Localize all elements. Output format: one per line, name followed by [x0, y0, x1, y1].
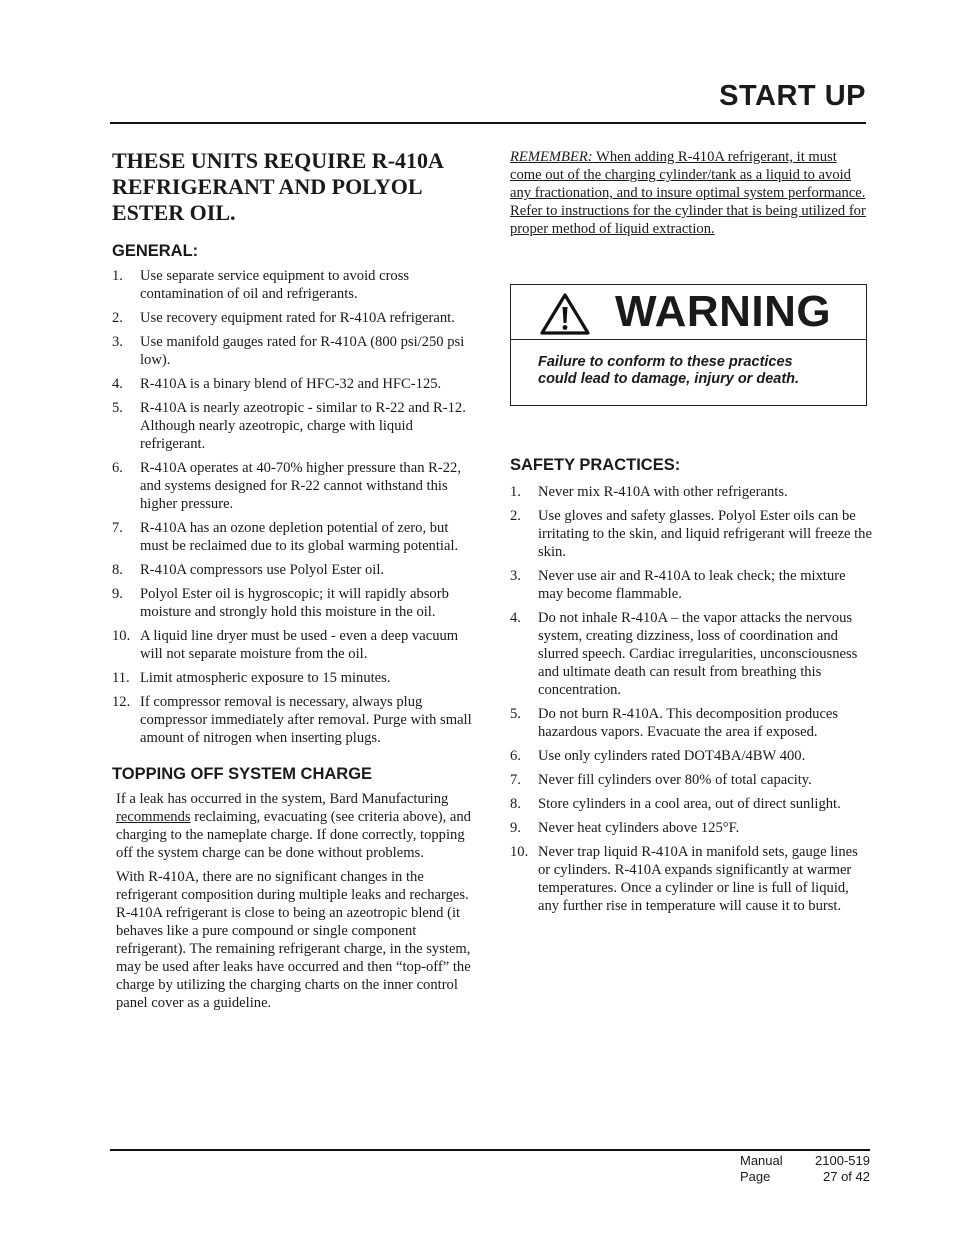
safety-heading: SAFETY PRACTICES:	[510, 456, 681, 474]
list-item-text: R-410A compressors use Polyol Ester oil.	[140, 562, 385, 578]
warning-line-1: Failure to conform to these practices	[538, 354, 793, 370]
remember-note	[510, 148, 872, 238]
list-item-number: 6.	[510, 748, 521, 764]
bottom-divider	[110, 1149, 870, 1151]
list-item-text: Use gloves and safety glasses. Polyol Ester oils can be irritating to the skin, and liquid refrigerant will freeze the skin.	[538, 508, 872, 560]
list-item	[510, 843, 872, 915]
list-item-text: R-410A is a binary blend of HFC-32 and HFC-125.	[140, 376, 442, 392]
list-item	[112, 627, 480, 663]
list-item-number: 11.	[112, 670, 130, 686]
warning-box	[510, 284, 867, 406]
list-item-text: Use only cylinders rated DOT4BA/4BW 400.	[538, 748, 806, 764]
list-item	[510, 795, 872, 813]
list-item-number: 2.	[510, 508, 521, 524]
list-item-number: 5.	[510, 706, 521, 722]
list-item-number: 2.	[112, 310, 123, 326]
general-list	[112, 267, 480, 747]
list-item-number: 5.	[112, 400, 123, 416]
list-item	[510, 747, 872, 765]
list-item	[112, 333, 480, 369]
general-heading: GENERAL:	[112, 242, 199, 260]
list-item-text: Do not inhale R-410A – the vapor attacks the nervous system, creating dizziness, loss of coordination and slurred speech. Cardiac irregularities, unconsciousness and ultimate death can result from breathing this concentration.	[538, 610, 858, 698]
topping-paragraph-2: With R-410A, there are no significant changes in the refrigerant composition during multiple leaks and recharges. R-410A refrigerant is close to being an azeotropic blend (it behaves like a pure compound or single component refrigerant). The remaining refrigerant charge, in the system, may be used after leaks have occurred and then “top-off” the charge by utilizing the charging charts on the inner control panel cover as a guideline.	[116, 869, 471, 1011]
list-item-number: 1.	[112, 268, 123, 284]
footer-manual-row	[740, 1153, 870, 1169]
list-item-text: Do not burn R-410A. This decomposition produces hazardous vapors. Evacuate the area if exposed.	[538, 706, 839, 740]
list-item-text: R-410A is nearly azeotropic - similar to R-22 and R-12. Although nearly azeotropic, charge with liquid refrigerant.	[140, 400, 466, 452]
list-item	[112, 693, 480, 747]
footer-manual-label: Manual	[740, 1153, 783, 1168]
list-item-text: Use recovery equipment rated for R-410A refrigerant.	[140, 310, 455, 326]
list-item-number: 3.	[112, 334, 123, 350]
footer-page-label: Page	[740, 1169, 771, 1184]
footer-manual-value: 2100-519	[815, 1153, 870, 1168]
list-item-number: 10.	[112, 628, 131, 644]
remember-lead: REMEMBER:	[510, 149, 593, 165]
recommends-underlined: recommends	[116, 809, 191, 825]
footer-page-row	[740, 1169, 870, 1185]
warning-title: WARNING	[615, 287, 832, 336]
topping-p1-after: reclaiming, evacuating (see criteria above), and charging to the nameplate charge. If done correctly, topping off the system charge can be done without problems.	[116, 809, 471, 861]
list-item-number: 1.	[510, 484, 521, 500]
list-item-text: R-410A has an ozone depletion potential of zero, but must be reclaimed due to its global warming potential.	[140, 520, 459, 554]
right-column	[510, 148, 872, 238]
list-item-text: Never use air and R-410A to leak check; the mixture may become flammable.	[538, 568, 846, 602]
list-item-text: Limit atmospheric exposure to 15 minutes.	[140, 670, 391, 686]
list-item	[112, 561, 480, 579]
safety-section	[510, 456, 872, 921]
left-column	[112, 148, 480, 1018]
list-item	[510, 483, 872, 501]
list-item	[112, 399, 480, 453]
safety-list	[510, 483, 872, 915]
list-item	[112, 585, 480, 621]
list-item-text: Store cylinders in a cool area, out of direct sunlight.	[538, 796, 841, 812]
topping-heading: TOPPING OFF SYSTEM CHARGE	[112, 765, 373, 783]
list-item	[112, 669, 480, 687]
list-item-number: 12.	[112, 694, 131, 710]
list-item-number: 8.	[112, 562, 123, 578]
list-item-text: Use separate service equipment to avoid cross contamination of oil and refrigerants.	[140, 268, 410, 302]
list-item-text: Polyol Ester oil is hygroscopic; it will rapidly absorb moisture and strongly hold this moisture in the oil.	[140, 586, 449, 620]
warning-message	[538, 354, 799, 388]
list-item-text: Never trap liquid R-410A in manifold sets, gauge lines or cylinders. R-410A expands significantly at warmer temperatures. Once a cylinder or line is full of liquid, any further rise in temperature will cause it to burst.	[538, 844, 858, 914]
warning-triangle-icon	[539, 292, 591, 336]
list-item-number: 10.	[510, 844, 529, 860]
list-item-number: 4.	[112, 376, 123, 392]
list-item-number: 7.	[510, 772, 521, 788]
list-item	[112, 519, 480, 555]
list-item	[510, 771, 872, 789]
list-item-text: R-410A operates at 40-70% higher pressure than R-22, and systems designed for R-22 cannot withstand this higher pressure.	[140, 460, 461, 512]
topping-p1-before: If a leak has occurred in the system, Bard Manufacturing	[116, 791, 449, 807]
list-item	[112, 375, 480, 393]
list-item	[510, 705, 872, 741]
list-item-text: If compressor removal is necessary, always plug compressor immediately after removal. Purge with small amount of nitrogen when inserting plugs.	[140, 694, 472, 746]
top-divider	[110, 122, 866, 124]
list-item-text: A liquid line dryer must be used - even a deep vacuum will not separate moisture from the oil.	[140, 628, 459, 662]
remember-text: When adding R-410A refrigerant, it must come out of the charging cylinder/tank as a liquid to avoid any fractionation, and to insure optimal system performance. Refer to instructions for the cylinder that is being utilized for proper method of liquid extraction.	[510, 149, 866, 237]
list-item	[510, 819, 872, 837]
warning-header	[511, 285, 866, 340]
list-item-text: Never fill cylinders over 80% of total capacity.	[538, 772, 812, 788]
main-heading: THESE UNITS REQUIRE R-410A REFRIGERANT AND POLYOL ESTER OIL.	[112, 148, 443, 225]
topping-paragraph-1	[116, 790, 480, 862]
list-item-number: 9.	[510, 820, 521, 836]
list-item	[112, 459, 480, 513]
list-item-number: 6.	[112, 460, 123, 476]
warning-line-2: could lead to damage, injury or death.	[538, 371, 800, 387]
list-item	[510, 567, 872, 603]
footer-page-value: 27 of 42	[823, 1169, 870, 1184]
list-item	[112, 267, 480, 303]
list-item-number: 7.	[112, 520, 123, 536]
footer	[740, 1153, 870, 1185]
list-item-text: Never mix R-410A with other refrigerants.	[538, 484, 788, 500]
list-item	[112, 309, 480, 327]
list-item-text: Use manifold gauges rated for R-410A (800 psi/250 psi low).	[140, 334, 465, 368]
page-title: START UP	[719, 80, 866, 112]
list-item-number: 8.	[510, 796, 521, 812]
list-item	[510, 507, 872, 561]
list-item-text: Never heat cylinders above 125°F.	[538, 820, 740, 836]
list-item	[510, 609, 872, 699]
list-item-number: 4.	[510, 610, 521, 626]
list-item-number: 3.	[510, 568, 521, 584]
list-item-number: 9.	[112, 586, 123, 602]
